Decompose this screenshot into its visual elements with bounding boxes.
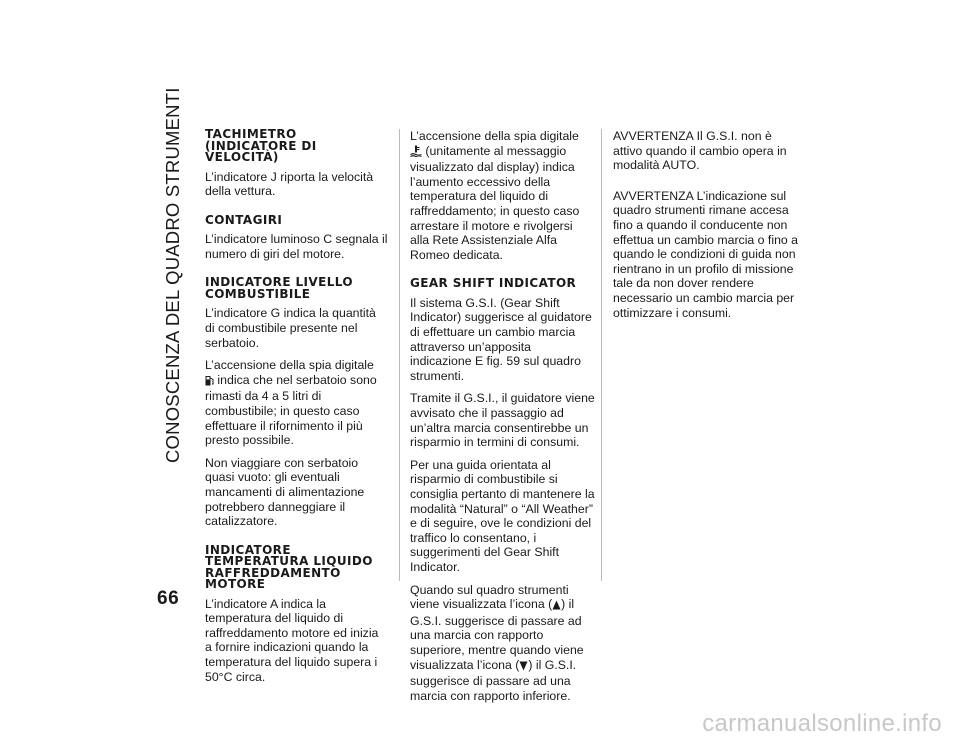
paragraph-temperature-warning	[410, 129, 595, 262]
paragraph: L’indicatore luminoso C segnala il numero di giri del motore.	[205, 232, 388, 261]
text-fragment: indica che nel serbatoio sono rimasti da 4 a 5 litri di combustibile; in questo caso effettuare il rifornimento il più presto possibile.	[205, 372, 377, 448]
paragraph: L’indicatore J riporta la velocità della vettura.	[205, 169, 374, 199]
watermark: carmanualsonline.info	[702, 710, 942, 737]
heading-gear-shift-indicator: GEAR SHIFT INDICATOR	[410, 276, 577, 291]
column-2	[410, 129, 595, 711]
heading-indicatore-livello-combustibile: INDICATORE LIVELLO COMBUSTIBILE	[205, 275, 353, 301]
heading-indicatore-temperatura: INDICATORE TEMPERATURA LIQUIDO RAFFREDDAMENTO MOTORE	[205, 542, 373, 592]
fuel-pump-icon	[205, 375, 214, 390]
paragraph: Non viaggiare con serbatoio quasi vuoto: gli eventuali mancamenti di alimentazione potrebbero danneggiare il catalizzatore.	[205, 455, 365, 529]
column-divider-1	[399, 129, 400, 581]
section-sidebar-title: CONOSCENZA DEL QUADRO STRUMENTI	[162, 87, 183, 463]
paragraph-warning-1: AVVERTENZA Il G.S.I. non è attivo quando il cambio opera in modalità AUTO.	[613, 129, 787, 173]
page-number: 66	[157, 588, 180, 609]
paragraph: Per una guida orientata al risparmio di combustibile si consiglia pertanto di mantenere la modalità “Natural” o “All Weather” e di seguire, ove le condizioni del traffico lo consentano, i suggerimenti del Gear Shift Indicator.	[410, 457, 595, 574]
shift-up-arrow-icon	[552, 599, 561, 614]
paragraph: Tramite il G.S.I., il guidatore viene avvisato che il passaggio ad un’altra marcia consentirebbe un risparmio in termini di consumi.	[410, 391, 595, 450]
paragraph: L’indicatore A indica la temperatura del liquido di raffreddamento motore ed inizia a fornire indicazioni quando la temperatura del liquido supera i 50°C circa.	[205, 596, 379, 684]
column-1	[205, 129, 388, 692]
text-fragment: ) il G.S.I. suggerisce di passare ad una marcia con rapporto inferiore.	[410, 657, 577, 703]
text-fragment: Quando sul quadro strumenti viene visualizzata l’icona (	[410, 582, 569, 612]
paragraph: Il sistema G.S.I. (Gear Shift Indicator) suggerisce al guidatore di effettuare un cambio marcia attraverso un’apposita indicazione E fig. 59 sul quadro strumenti.	[410, 295, 592, 383]
heading-tachimetro: TACHIMETRO (INDICATORE DI VELOCITÀ)	[205, 127, 317, 164]
heading-contagiri: CONTAGIRI	[205, 212, 283, 227]
text-fragment: ) il G.S.I. suggerisce di passare ad una marcia con rapporto superiore, mentre quando viene visualizzata l’icona (	[410, 597, 584, 672]
coolant-temperature-icon	[410, 145, 422, 161]
text-fragment: L’accensione della spia digitale	[410, 129, 579, 143]
paragraph-gsi-icons	[410, 583, 595, 704]
text-fragment: (unitamente al messaggio visualizzato dal display) indica l’aumento eccessivo della temperatura del liquido di raffreddamento; in questo caso arrestare il motore e rivolgersi alla Rete Assistenziale Alfa Romeo dedicata.	[410, 143, 580, 262]
shift-down-arrow-icon	[519, 660, 528, 675]
paragraph-warning-2: AVVERTENZA L’indicazione sul quadro strumenti rimane accesa fino a quando il conducente non effettua un cambio marcia o fino a quando le condizioni di guida non rientrano in un profilo di missione tale da non dover rendere necessario un cambio marcia per ottimizzare i consumi.	[613, 188, 799, 320]
column-3	[613, 129, 799, 328]
column-divider-2	[601, 129, 602, 581]
text-fragment: L’accensione della spia digitale	[205, 358, 374, 373]
paragraph: L’indicatore G indica la quantità di combustibile presente nel serbatoio.	[205, 306, 376, 350]
paragraph-fuel-warning	[205, 358, 388, 448]
